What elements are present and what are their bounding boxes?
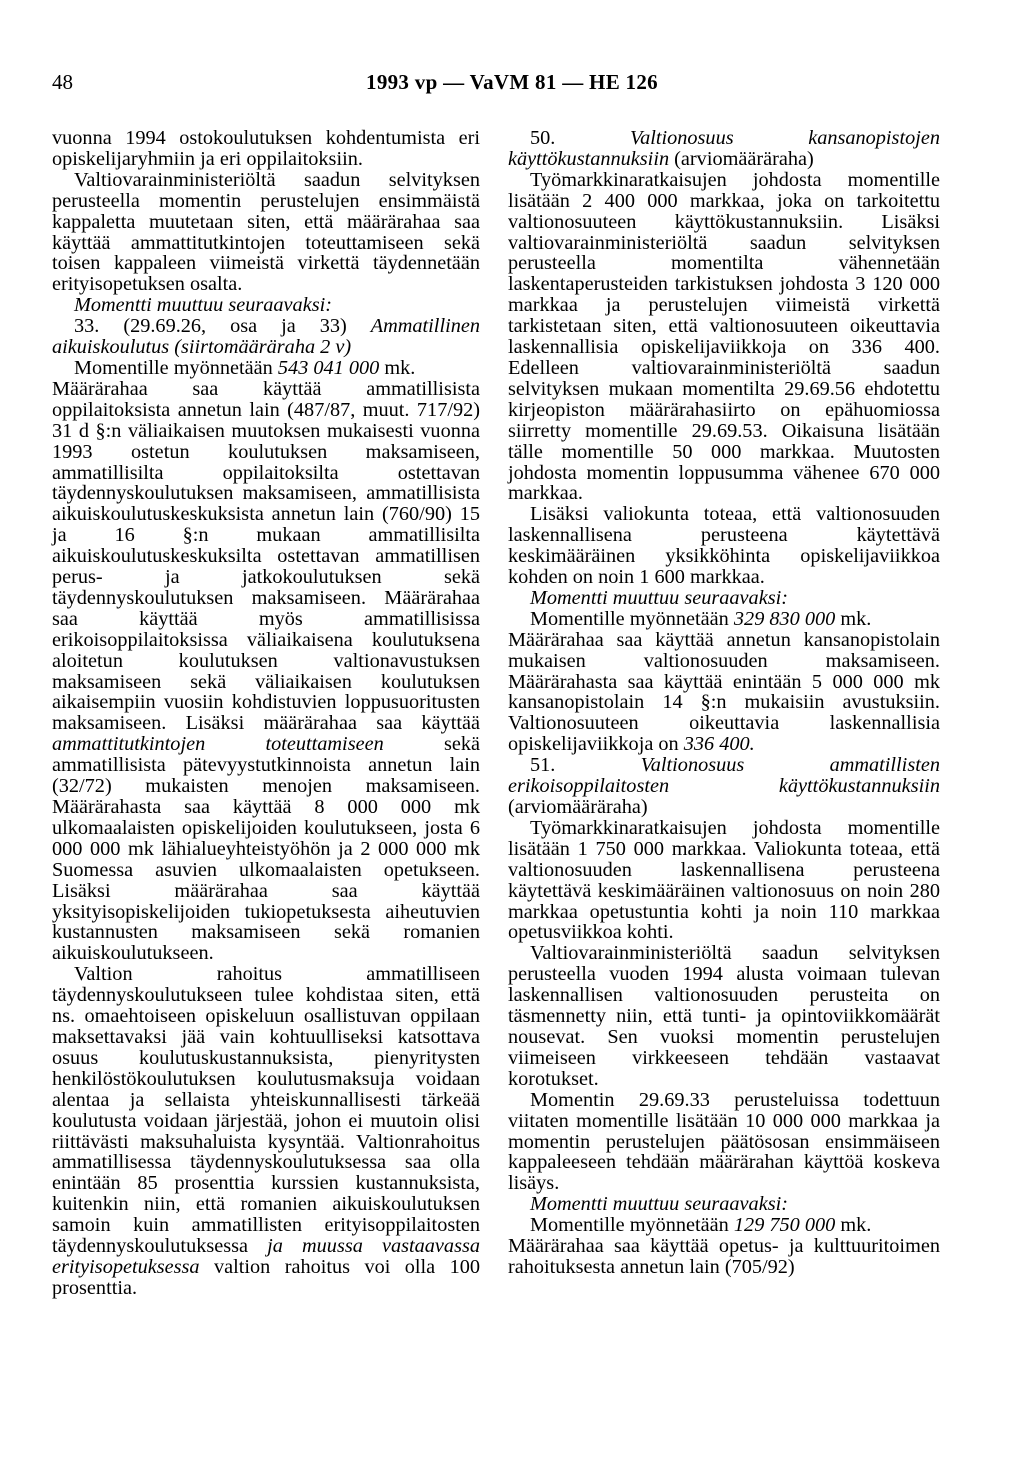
text: Valtion rahoitus ammatilliseen täydennyskoulutukseen tulee kohdistaa siten, että ns. omaehtoiseen opiskeluun osallistuvan oppilaan maksettavaksi jää vain kohtuulliseksi katsottava osuus koulutuskustannuksista, pienyritysten henkilöstökoulutuksen koulutusmaksuja voidaan alentaa ja sellaista yhteiskunnallisesti tärkeää koulutusta voidaan järjestää, johon ei muutoin olisi riittävästi maksuhaluista kysyntää. Valtionrahoitus ammatillisessa täydennyskoulutuksessa saa olla enintään 85 prosenttia kurssien kustannuksista, kuitenkin niin, että romanien aikuiskoulutuksen samoin kuin ammatillisten erityisoppilaitosten täydennyskoulutuksessa [52, 963, 480, 1258]
emphasis: ammattitutkintojen toteuttamiseen [52, 733, 384, 756]
item-heading [52, 316, 480, 358]
text: mk. [835, 607, 872, 630]
amount: 129 750 000 [733, 1214, 836, 1237]
section-label: Momentti muuttuu seuraavaksi: [530, 1193, 788, 1216]
text: valtion rahoitus voi olla 100 prosenttia. [52, 1255, 480, 1299]
item-title: Ammatillinen aikuiskoulutus (siirtomääräraha 2 v) [52, 315, 480, 359]
item-title: Valtionosuus ammatillisten erikoisoppilaitosten käyttökustannuksiin [508, 754, 940, 798]
paragraph [52, 379, 480, 964]
item-heading [508, 755, 940, 818]
right-column [508, 128, 940, 1278]
section-label: Momentti muuttuu seuraavaksi: [530, 586, 788, 609]
text: Momentille myönnetään [74, 356, 278, 379]
item-number: 50. [530, 127, 630, 149]
paragraph: Työmarkkinaratkaisujen johdosta momentille lisätään 2 400 000 markkaa, joka on tarkoitettu valtionosuuteen käyttökustannuksiin. Lisäksi valtiovarainministeriöltä saadun selvityksen perusteella momentilta vähennetään laskentaperusteiden tarkistuksen johdosta 3 120 000 markkaa ja perustelujen viimeistä virkettä tarkistetaan siten, että valtionosuuteen oikeuttavia laskennallisia opiskelijaviikkoja on 336 400. Edelleen valtiovarainministeriöltä saadun selvityksen mukaan momentilta 29.69.56 ehdotettu kirjeopiston määrärahasiirto on epähuomiossa siirretty momentille 29.69.53. Oikaisuna lisätään tälle momentille 50 000 markkaa. Muutosten johdosta momentin loppusumma vähenee 670 000 markkaa. [508, 168, 940, 505]
item-title: Valtionosuus kansanopistojen käyttökustannuksiin [508, 127, 941, 170]
section-label: Momentti muuttuu seuraavaksi: [74, 294, 332, 317]
text: Momentille myönnetään [530, 607, 734, 630]
paragraph: Määrärahaa saa käyttää opetus- ja kulttuuritoimen rahoituksesta annetun lain (705/92) [508, 1235, 940, 1278]
page-header [52, 70, 972, 100]
page-number: 48 [52, 70, 73, 94]
text: (arviomääräraha) [508, 796, 648, 818]
text: mk. [379, 356, 416, 379]
running-head: 1993 vp — VaVM 81 — HE 126 [366, 70, 658, 94]
text: (arviomääräraha) [669, 147, 814, 170]
item-number: 33. (29.69.26, osa ja 33) [74, 315, 371, 338]
text: Määrärahaa saa käyttää ammatillisista oppilaitoksista annetun lain (487/87, muut. 717/92) 31 d §:n väliaikaisen muutoksen mukaisesti vuonna 1993 ostetun koulutuksen maksamiseen, ammatillisilta oppilaitoksilta ostettavan täydennyskoulutuksen maksamiseen, ammatillisista aikuiskoulutuskeskuksista annetun lain (760/90) 15 ja 16 §:n mukaan ammatillisilta aikuiskoulutuskeskuksilta ostettavan ammatillisen perus- ja jatkokoulutuksen sekä täydennyskoulutuksen maksamiseen. Määrärahaa saa käyttää myös ammatillisissa erikoisoppilaitoksissa väliaikaisena koulutuksena aloitetun koulutuksen valtionavustuksen maksamiseen sekä väliaikaisen koulutuksen aikaisempiin vuosiin kohdistuvien loppusuoritusten maksamiseen. Lisäksi määrärahaa saa käyttää [52, 377, 480, 735]
item-heading [508, 128, 940, 170]
paragraph: Valtiovarainministeriöltä saadun selvityksen perusteella momentin perustelujen ensimmäistä kappaletta muutetaan siten, että määrärahaa saa käyttää ammattitutkintojen toteuttamiseen sekä toisen kappaleen viimeistä virkettä täydennetään erityisopetuksen osalta. [52, 168, 480, 296]
emphasis: ja muussa vastaavassa erityisopetuksessa [52, 1235, 480, 1278]
text: Momentille myönnetään [530, 1214, 734, 1237]
paragraph: vuonna 1994 ostokoulutuksen kohdentumista eri opiskelijaryhmiin ja eri oppilaitoksiin. [52, 127, 480, 170]
text: Määrärahaa saa käyttää annetun kansanopistolain mukaisen valtionosuuden maksamiseen. Määrärahasta saa käyttää enintään 5 000 000 mk kansanopistolain 14 §:n mukaisiin avustuksiin. Valtionosuuteen oikeuttavia laskennallisia opiskelijaviikkoja on [508, 628, 940, 756]
item-number: 51. [530, 754, 641, 777]
text: mk. [835, 1214, 872, 1237]
paragraph [52, 964, 480, 1299]
paragraph: Työmarkkinaratkaisujen johdosta momentille lisätään 1 750 000 markkaa. Valiokunta toteaa, että valtionosuuden laskennallisena perusteena käytettävä keskimääräinen valtionosuus on noin 280 markkaa opetustuntia kohti ja noin 110 markkaa opetusviikkoa kohti. [508, 816, 940, 944]
appropriation-line [52, 358, 480, 379]
appropriation-line [508, 609, 940, 630]
paragraph: Momentin 29.69.33 perusteluissa todettuun viitaten momentille lisätään 10 000 000 markkaa ja momentin perustelujen päätösosan ensimmäiseen kappaleeseen tehdään määrärahan käyttöä koskeva lisäys. [508, 1088, 940, 1195]
appropriation-line [508, 1215, 940, 1236]
amount: 329 830 000 [733, 607, 836, 630]
text: sekä ammatillisista pätevyystutkinnoista annetun lain (32/72) mukaisten menojen maksamiseen. Määrärahasta saa käyttää 8 000 000 mk ulkomaalaisten opiskelijoiden koulutukseen, josta 6 000 000 mk lähialueyhteistyöhön ja 2 000 000 mk Suomessa asuvien ulkomaalaisten opetukseen. Lisäksi määrärahaa saa käyttää yksityisopiskelijoiden tukiopetuksesta aiheutuvien kustannusten maksamiseen sekä romanien aikuiskoulutukseen. [52, 733, 480, 965]
emphasis: 336 400. [683, 733, 755, 756]
paragraph: Lisäksi valiokunta toteaa, että valtionosuuden laskennallisena perusteena käytettävä keskimääräinen yksikköhinta opiskelijaviikkoa kohden on noin 1 600 markkaa. [508, 503, 940, 589]
amount: 543 041 000 [277, 356, 380, 379]
paragraph: Valtiovarainministeriöltä saadun selvityksen perusteella vuoden 1994 alusta voimaan tulevan laskennallisen valtionosuuden perusteita on täsmennetty niin, että tunti- ja opintoviikkomäärät nousevat. Sen vuoksi momentin perustelujen viimeiseen virkkeeseen tehdään vastaavat korotukset. [508, 942, 940, 1090]
left-column [52, 128, 480, 1299]
paragraph [508, 630, 940, 755]
